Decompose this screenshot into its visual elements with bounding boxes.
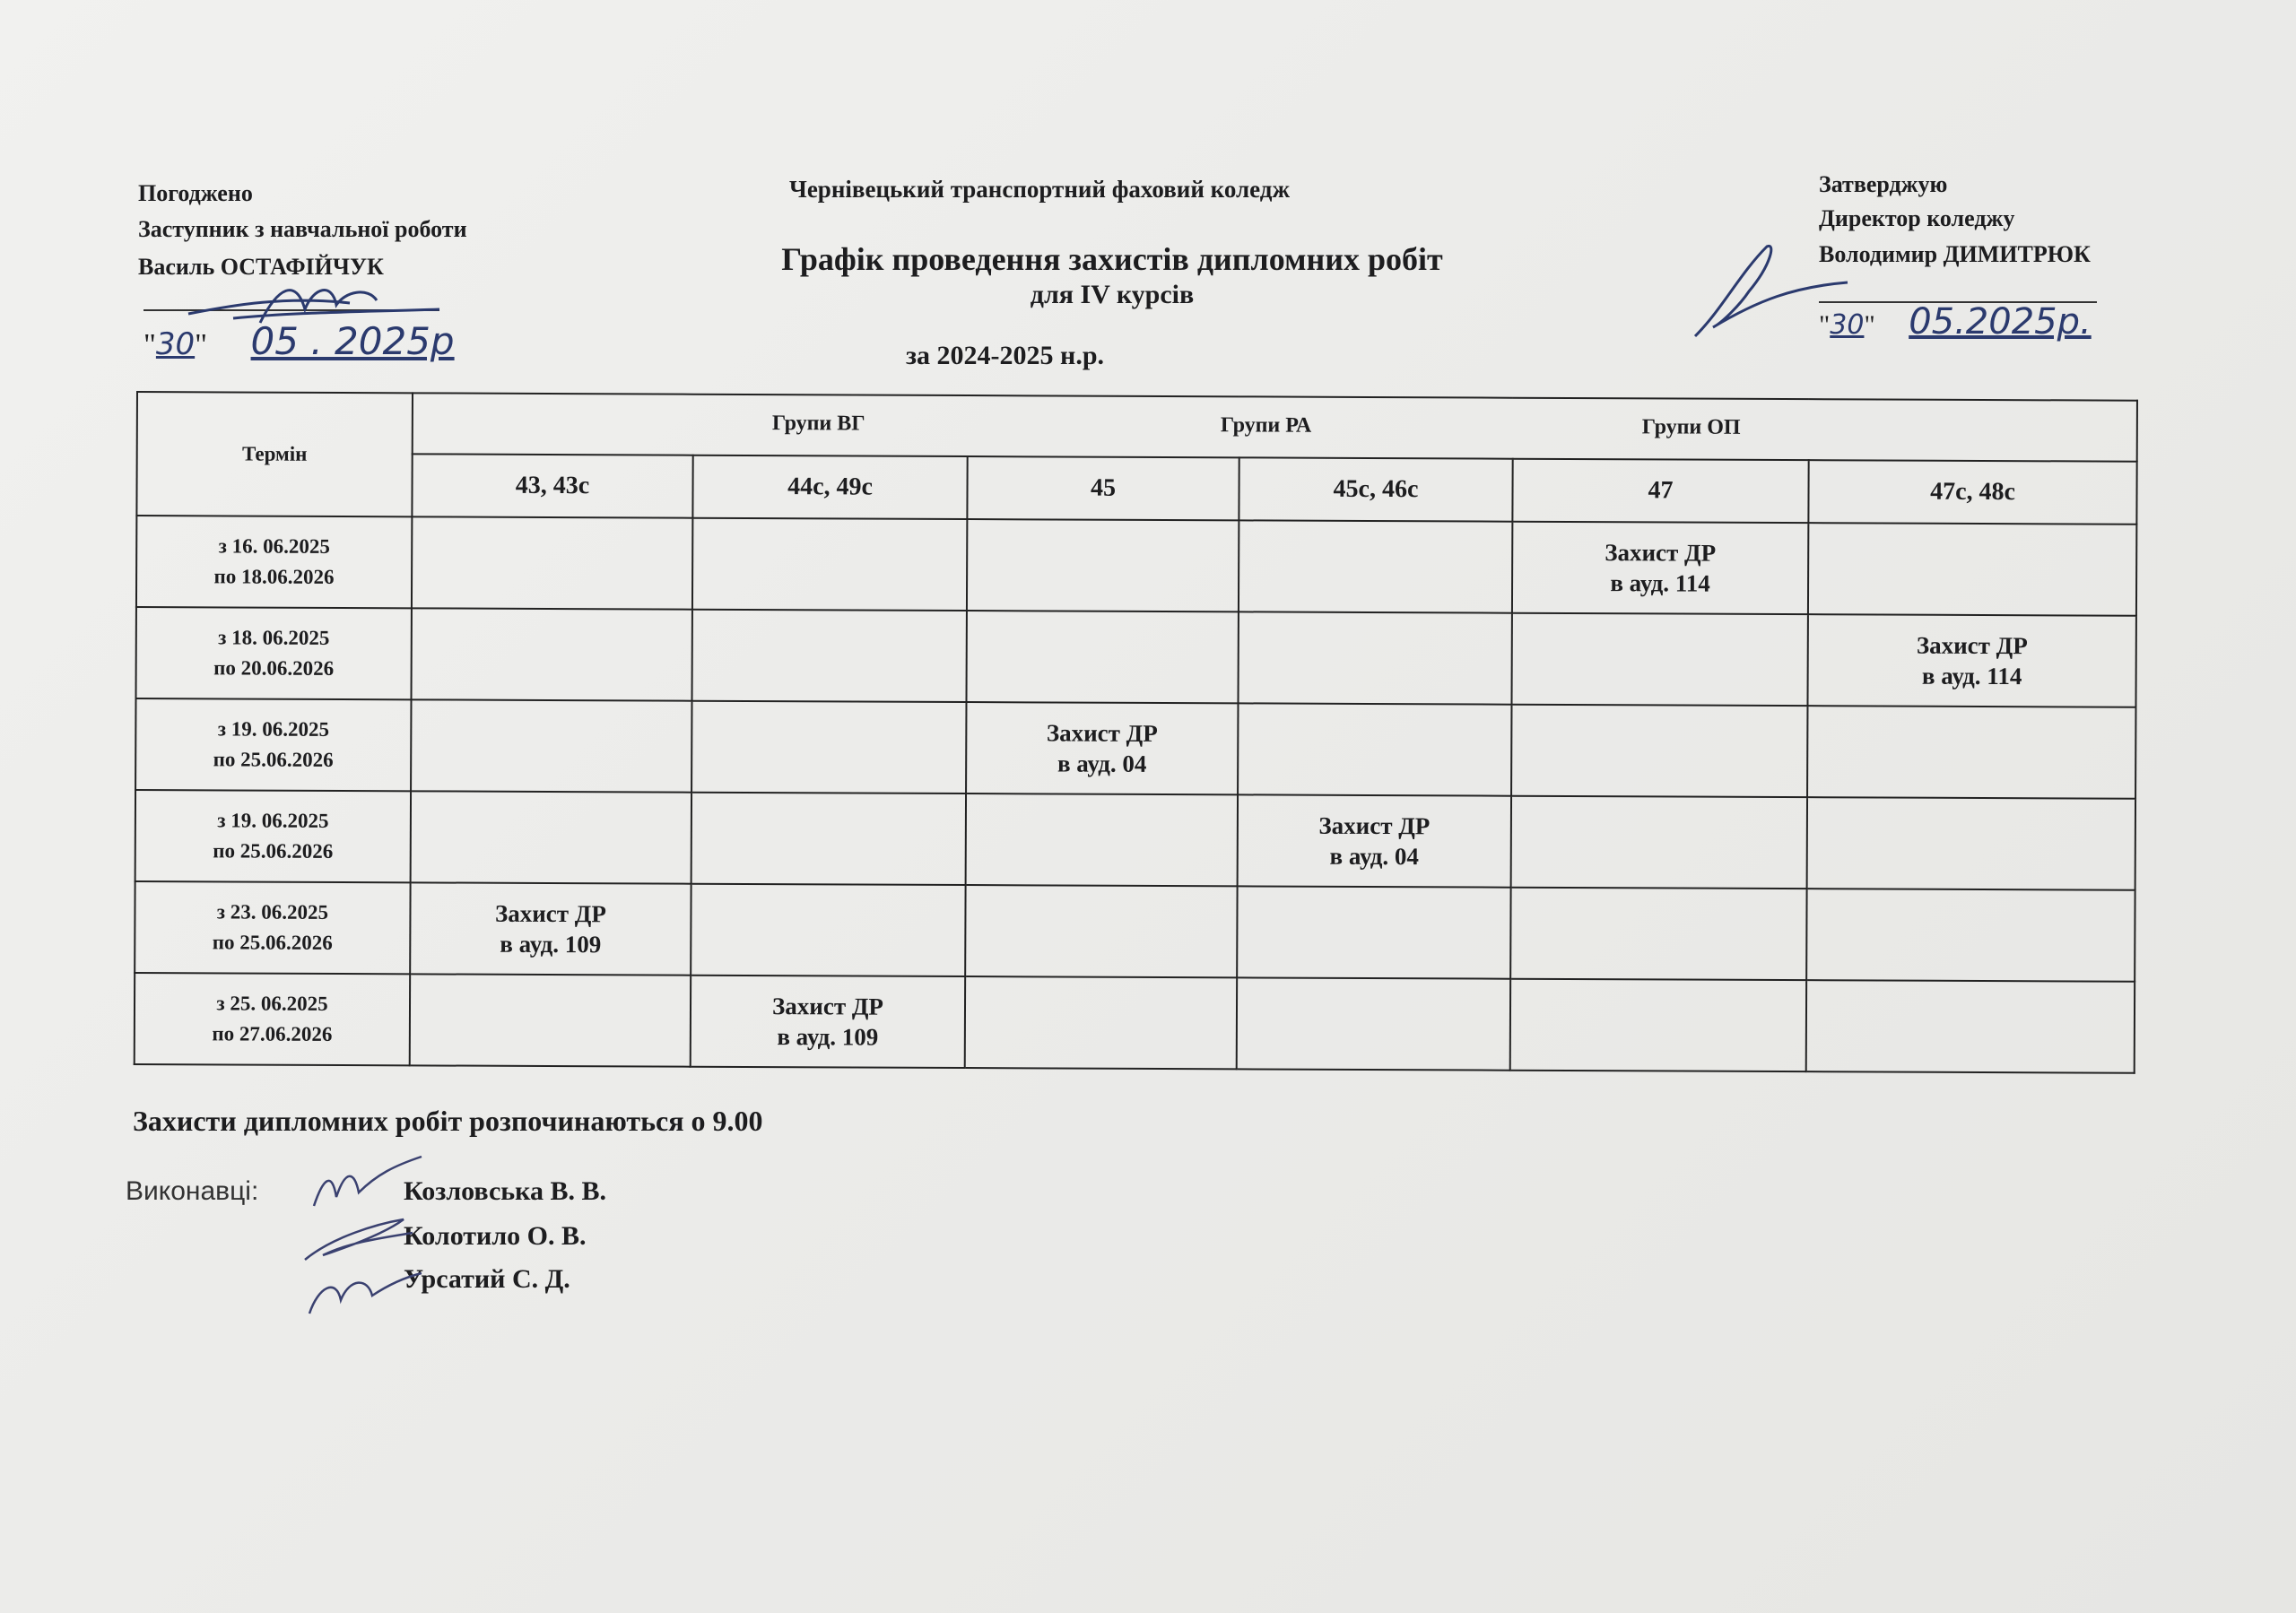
schedule-row <box>136 607 2136 707</box>
term-from: з 18. 06.2025 <box>218 626 330 649</box>
schedule-cell <box>1510 979 1806 1071</box>
term-to: по 18.06.2026 <box>213 565 335 588</box>
schedule-cell <box>1510 888 1806 980</box>
defense-entry: Захист ДР <box>494 899 606 928</box>
column-header: 47 <box>1512 459 1808 523</box>
schedule-cell <box>1807 706 2135 799</box>
schedule-cell <box>1238 611 1511 704</box>
schedule-cell <box>966 793 1238 886</box>
term-to: по 20.06.2026 <box>213 656 335 680</box>
schedule-table <box>134 391 2138 1074</box>
schedule-body <box>135 516 2137 1073</box>
approve-label: Затверджую <box>1819 171 1948 197</box>
date-day: 30 <box>155 326 196 362</box>
date-day: 30 <box>1830 309 1865 341</box>
schedule-cell <box>1238 794 1511 887</box>
term-cell <box>135 698 411 791</box>
schedule-cell <box>411 699 691 792</box>
deputy-signature <box>179 269 448 341</box>
schedule-cell <box>1239 520 1512 612</box>
schedule-cell <box>966 611 1238 703</box>
schedule-cell <box>1511 796 1807 889</box>
term-from: з 23. 06.2025 <box>216 900 329 924</box>
term-to: по 27.06.2026 <box>212 1022 333 1045</box>
defense-entry: Захист ДР <box>1916 631 2028 660</box>
term-from: з 19. 06.2025 <box>217 809 329 832</box>
date-quote-close: " <box>195 328 208 361</box>
executor-name: Колотило О. В. <box>404 1221 587 1251</box>
date-quote-open: " <box>1819 310 1831 340</box>
schedule-cell <box>691 976 965 1068</box>
director-position: Директор коледжу <box>1819 205 2015 231</box>
schedule-cell <box>1512 522 1808 614</box>
schedule-row <box>135 881 2135 982</box>
schedule-cell <box>1511 613 1807 706</box>
schedule-cell <box>692 518 967 611</box>
term-to: по 25.06.2026 <box>212 931 333 954</box>
defense-entry: Захист ДР <box>1605 539 1717 567</box>
schedule-cell <box>691 610 966 702</box>
schedule-cell <box>1806 889 2135 982</box>
group-header-vg: Групи ВГ <box>771 412 865 436</box>
term-cell <box>136 516 412 608</box>
date-rest: 05 . 2025р <box>250 319 455 363</box>
schedule-cell <box>1807 797 2135 890</box>
college-name: Чернівецький транспортний фаховий коледж <box>789 176 1291 203</box>
schedule-cell <box>966 702 1238 794</box>
schedule-cell <box>965 885 1237 977</box>
schedule-cell <box>1806 980 2135 1073</box>
term-from: з 16. 06.2025 <box>218 534 330 558</box>
schedule-cell <box>411 791 691 883</box>
document-subtitle: для IV курсів <box>1030 280 1195 309</box>
column-header: 45 <box>967 456 1239 520</box>
date-quote-open: " <box>144 328 156 361</box>
executors-label: Виконавці: <box>126 1176 259 1206</box>
defense-entry: Захист ДР <box>1318 811 1431 840</box>
schedule-row <box>135 790 2135 890</box>
schedule-cell <box>412 608 692 700</box>
director-signature <box>1686 238 1866 345</box>
schedule-row <box>135 973 2135 1073</box>
defense-entry: в ауд. 04 <box>1329 842 1420 871</box>
column-header: 47с, 48с <box>1808 460 2136 525</box>
defense-entry: в ауд. 109 <box>500 930 602 958</box>
schedule-cell <box>1238 703 1511 795</box>
defense-entry: в ауд. 114 <box>1921 662 2022 690</box>
term-cell <box>135 790 411 882</box>
document-title: Графік проведення захистів дипломних робіт <box>781 241 1443 277</box>
executor-signatures <box>296 1152 439 1322</box>
term-to: по 25.06.2026 <box>213 748 334 771</box>
schedule-cell <box>965 976 1237 1069</box>
schedule-row <box>136 516 2136 616</box>
deputy-position: Заступник з навчальної роботи <box>138 216 467 242</box>
schedule-cell <box>410 882 691 975</box>
defense-entry: в ауд. 109 <box>777 1023 879 1051</box>
group-header-ra: Групи РА <box>1220 413 1312 438</box>
schedule-cell <box>1511 705 1807 797</box>
group-header-op: Групи ОП <box>1641 415 1741 439</box>
schedule-cell <box>967 519 1239 611</box>
agreed-label: Погоджено <box>138 180 253 206</box>
schedule-cell <box>691 701 966 793</box>
academic-year: за 2024-2025 н.р. <box>906 341 1105 370</box>
schedule-cell <box>1237 886 1510 978</box>
deputy-name: Василь ОСТАФІЙЧУК <box>138 254 384 280</box>
schedule-cell <box>691 793 966 885</box>
schedule-cell <box>1237 977 1510 1070</box>
column-header: 44с, 49с <box>692 455 967 519</box>
term-from: з 19. 06.2025 <box>217 717 330 741</box>
term-header: Термін <box>136 392 413 516</box>
defense-entry: Захист ДР <box>1046 719 1158 747</box>
term-cell <box>135 881 410 974</box>
defense-entry: Захист ДР <box>772 993 884 1020</box>
groups-header-row <box>413 393 2137 461</box>
term-from: з 25. 06.2025 <box>216 992 328 1015</box>
column-header: 45с, 46с <box>1239 457 1512 521</box>
executor-name: Козловська В. В. <box>404 1176 606 1206</box>
date-rest: 05.2025р. <box>1909 301 2092 343</box>
defense-entry: в ауд. 114 <box>1610 569 1710 597</box>
defense-entry: в ауд. 04 <box>1057 750 1147 777</box>
schedule-cell <box>1808 523 2136 616</box>
director-name: Володимир ДИМИТРЮК <box>1819 241 2091 267</box>
column-header: 43, 43с <box>412 454 692 517</box>
executor-name: Урсатий С. Д. <box>404 1264 570 1294</box>
term-to: по 25.06.2026 <box>213 839 334 863</box>
schedule-row <box>135 698 2135 799</box>
schedule-cell <box>412 516 692 609</box>
term-cell <box>136 607 412 699</box>
start-time-note: Захисти дипломних робіт розпочинаються о 9.00 <box>133 1105 763 1137</box>
schedule-cell <box>1807 614 2135 707</box>
schedule-cell <box>691 884 965 976</box>
term-cell <box>135 973 410 1065</box>
date-quote-close: " <box>1864 310 1875 340</box>
schedule-cell <box>410 974 691 1066</box>
